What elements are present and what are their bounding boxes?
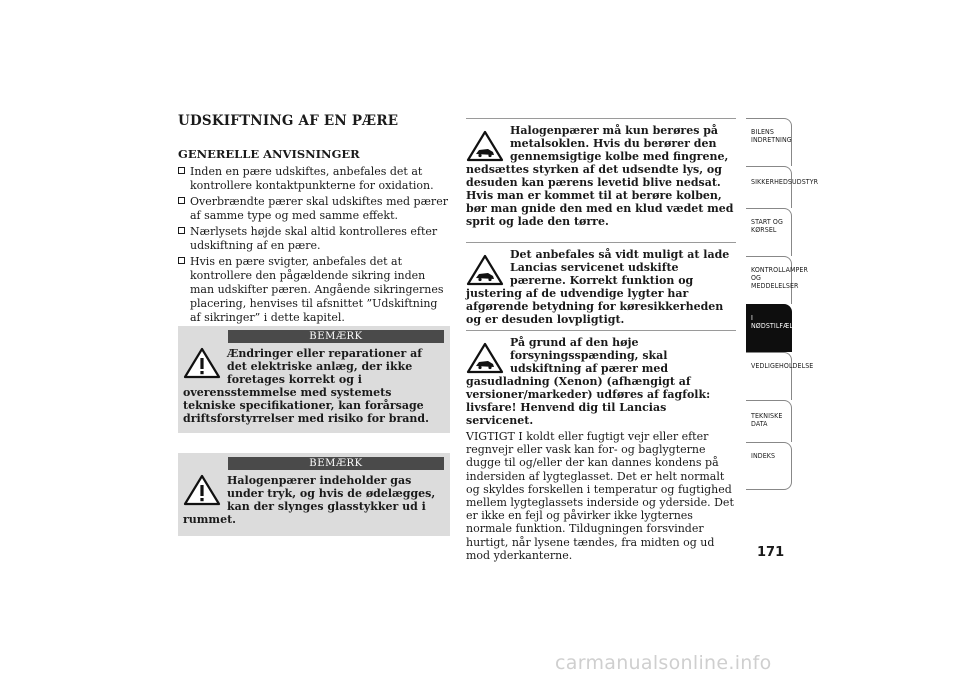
subsection-title: GENERELLE ANVISNINGER (178, 147, 360, 161)
warning-triangle-icon (183, 347, 221, 379)
tab-kontrollamper[interactable]: KONTROLLAMPER OG MEDDELELSER (746, 256, 792, 304)
note-header: BEMÆRK (228, 457, 444, 470)
note-body (183, 474, 444, 526)
checkbox-bullet-icon (178, 197, 185, 204)
note-header: BEMÆRK (228, 330, 444, 343)
tip-body (466, 124, 736, 228)
note-body (183, 347, 444, 425)
warning-note (178, 326, 450, 433)
important-paragraph: VIGTIGT I koldt eller fugtigt vejr eller efter regnvejr eller vask kan for- og baglygterne dugge til og/eller der kan dannes kondens på indersiden af lygteglasset. Det er helt normalt og skyldes forskellen i temperatur og fugtighed mellem lygteglassets inderside og yderside. Det er ikke en fejl og påvirker ikke lygternes normale funktion. Tildugningen forsvinder hurtigt, når lysene tændes, fra midten og ud mod yderkanterne. (466, 430, 734, 562)
instruction-list (178, 165, 450, 325)
tab-indeks[interactable]: INDEKS (746, 442, 792, 490)
list-item-text: Nærlysets højde skal altid kontrolleres efter udskiftning af en pære. (190, 225, 438, 252)
list-item (178, 225, 450, 253)
car-warning-icon (466, 342, 504, 374)
tip-block (466, 330, 736, 427)
checkbox-bullet-icon (178, 257, 185, 264)
tip-block (466, 118, 736, 228)
list-item (178, 195, 450, 223)
tab-bilens-indretning[interactable]: BILENS INDRETNING (746, 118, 792, 166)
tip-text: Halogenpærer må kun berøres på metalsoklen. Hvis du berører den gennemsigtige kolbe med fingrene, nedsættes styrken af det udsendte lys, og desuden kan pærens levetid blive nedsat. Hvis man er kommet til at berøre kolben, bør man gnide den med en klud vædet med sprit og lade den tørre. (466, 124, 734, 228)
tip-body (466, 336, 736, 427)
tip-body (466, 248, 736, 326)
note-text: Halogenpærer indeholder gas under tryk, og hvis de ødelægges, kan der slynges glasstykker ud i rummet. (183, 474, 436, 526)
list-item (178, 255, 450, 325)
tab-tekniske-data[interactable]: TEKNISKE DATA (746, 400, 792, 442)
left-column (178, 113, 450, 327)
list-item-text: Inden en pære udskiftes, anbefales det at kontrollere kontaktpunkterne for oxidation. (190, 165, 434, 192)
list-item-text: Overbrændte pærer skal udskiftes med pærer af samme type og med samme effekt. (190, 195, 448, 222)
tab-i-nodstilfaelde[interactable]: I NØDSTILFÆLDE (746, 304, 792, 352)
warning-note (178, 453, 450, 536)
tip-text: På grund af den høje forsyningsspænding, skal udskiftning af pærer med gasudladning (Xenon) (afhængigt af versioner/markeder) udføres af fagfolk: livsfare! Henvend dig til Lancias servicenet. (466, 336, 711, 427)
car-warning-icon (466, 130, 504, 162)
tip-text: Det anbefales så vidt muligt at lade Lancias servicenet udskifte pærerne. Korrekt funktion og justering af de udvendige lygter har afgørende betydning for køresikkerheden og er desuden lovpligtigt. (466, 248, 730, 326)
car-warning-icon (466, 254, 504, 286)
section-title: UDSKIFTNING AF EN PÆRE (178, 113, 399, 129)
list-item (178, 165, 450, 193)
note-text: Ændringer eller reparationer af det elektriske anlæg, der ikke foretages korrekt og i overensstemmelse med systemets tekniske specifikationer, kan forårsage driftsforstyrrelser med risiko for brand. (183, 347, 429, 425)
page-number: 171 (757, 545, 785, 560)
tab-sikkerhedsudstyr[interactable]: SIKKERHEDSUDSTYR (746, 166, 792, 208)
checkbox-bullet-icon (178, 167, 185, 174)
list-item-text: Hvis en pære svigter, anbefales det at kontrollere den pågældende sikring inden man udskifter pæren. Angående sikringernes placering, henvises til afsnittet ”Udskiftning af sikringer” i dette kapitel. (190, 255, 444, 324)
warning-triangle-icon (183, 474, 221, 506)
chapter-tabs (746, 118, 819, 490)
tab-vedligeholdelse[interactable]: VEDLIGEHOLDELSE (746, 352, 792, 400)
watermark: carmanualsonline.info (555, 652, 772, 674)
tab-start-og-korsel[interactable]: START OG KØRSEL (746, 208, 792, 256)
checkbox-bullet-icon (178, 227, 185, 234)
tip-block (466, 242, 736, 326)
